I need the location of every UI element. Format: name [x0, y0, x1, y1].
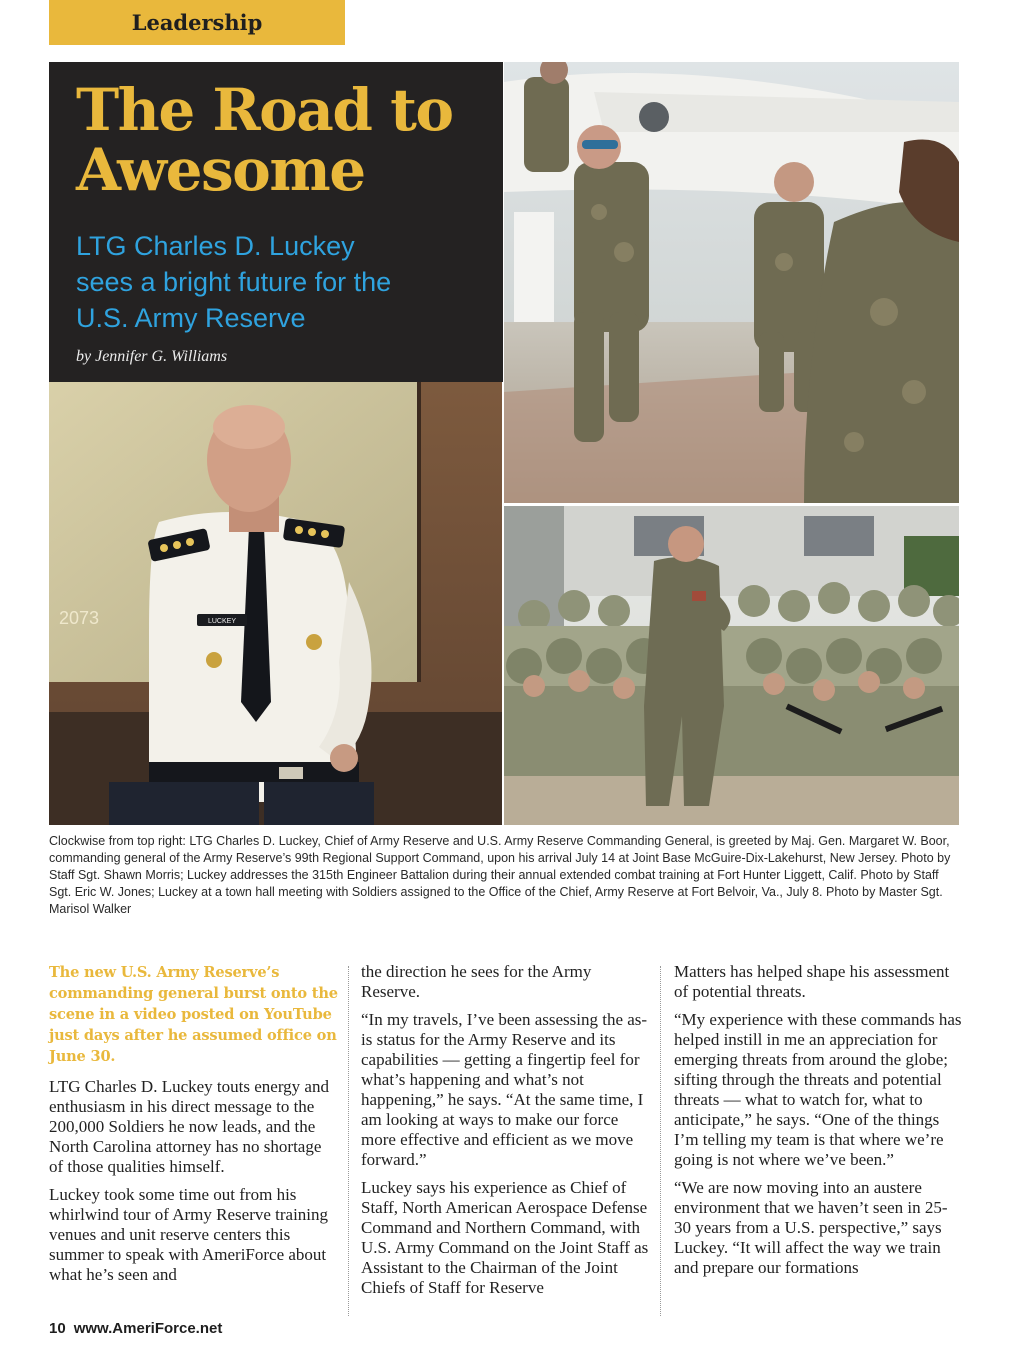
body-column-3	[674, 962, 964, 1286]
photo-caption: Clockwise from top right: LTG Charles D. Luckey, Chief of Army Reserve and U.S. Army Reserve Commanding General, is greeted by Maj. Gen. Margaret W. Boor, commanding general of the Army Reserve’s 99th Regional Support Command, upon his arrival July 14 at Joint Base McGuire-Dix-Lakehurst, New Jersey. Photo by Staff Sgt. Shawn Morris; Luckey addresses the 315th Engineer Battalion during their annual extended combat training at Fort Hunter Liggett, Calif. Photo by Staff Sgt. Eric W. Jones; Luckey at a town hall meeting with Soldiers assigned to the Office of the Chief, Army Reserve at Fort Belvoir, Va., July 8. Photo by Master Sgt. Marisol Walker	[49, 834, 951, 916]
body-paragraph: “We are now moving into an austere environment that we haven’t seen in 25-30 years from a U.S. perspective,” says Luckey. “It will affect the way we train and prepare our formations	[674, 1178, 948, 1277]
dek-line-1: LTG Charles D. Luckey	[76, 231, 355, 261]
photo-battalion-image	[504, 506, 959, 825]
headline-line-1: The Road to	[76, 76, 453, 144]
headline	[76, 76, 479, 204]
body-paragraph: the direction he sees for the Army Reserve.	[361, 962, 592, 1001]
headline-line-2: Awesome	[76, 136, 365, 204]
photo-battalion	[504, 506, 959, 825]
body-paragraph: Luckey took some time out from his whirlwind tour of Army Reserve training venues and unit reserve centers this summer to speak with AmeriForce about what he’s seen and	[49, 1185, 329, 1284]
body-paragraph: “My experience with these commands has helped instill in me an appreciation for emerging threats from around the globe; sifting through the threats and potential threats — what to watch for, what to anticipate,” he says. “One of the things I’m telling my team is that where we’re going is not where we’ve been.”	[674, 1010, 962, 1169]
column-divider	[348, 966, 349, 1316]
photo-town-hall	[49, 382, 502, 825]
body-paragraph: LTG Charles D. Luckey touts energy and enthusiasm in his direct message to the 200,000 Soldiers he now leads, and the North Carolina attorney has no shortage of those qualities himself.	[49, 1077, 329, 1176]
photo-aircraft-arrival	[504, 62, 959, 503]
column-divider	[660, 966, 661, 1316]
screen-year-text: 2073	[59, 608, 100, 628]
dek-line-3: U.S. Army Reserve	[76, 303, 306, 333]
body-column-1	[49, 962, 339, 1293]
byline: by Jennifer G. Williams	[76, 348, 228, 365]
nameplate-text: LUCKEY	[207, 618, 237, 625]
body-paragraph: “In my travels, I’ve been assessing the as-is status for the Army Reserve and its capabilities — getting a fingertip feel for what’s happening and what’s not happening,” he says. “At the same time, I am looking at ways to make our force more effective and efficient as we move forward.”	[361, 1010, 648, 1169]
title-box	[49, 62, 503, 382]
body-column-2	[361, 962, 651, 1306]
photo-town-hall-image	[49, 382, 502, 825]
section-tab	[49, 0, 345, 45]
page-footer	[49, 1320, 222, 1337]
page-number: 10	[49, 1320, 66, 1337]
site-link[interactable]: www.AmeriForce.net	[73, 1320, 223, 1337]
photo-aircraft-arrival-image	[504, 62, 959, 503]
lede-paragraph: The new U.S. Army Reserve’s commanding general burst onto the scene in a video posted on YouTube just days after he assumed office on June 30.	[49, 964, 338, 1065]
dek-line-2: sees a bright future for the	[76, 267, 392, 297]
dek	[76, 228, 479, 336]
section-label: Leadership	[131, 10, 263, 35]
body-paragraph: Luckey says his experience as Chief of Staff, North American Aerospace Defense Command and Northern Command, with U.S. Army Command on the Joint Staff as Assistant to the Chairman of the Joint Chiefs of Staff for Reserve	[361, 1178, 649, 1297]
body-paragraph: Matters has helped shape his assessment of potential threats.	[674, 962, 950, 1001]
